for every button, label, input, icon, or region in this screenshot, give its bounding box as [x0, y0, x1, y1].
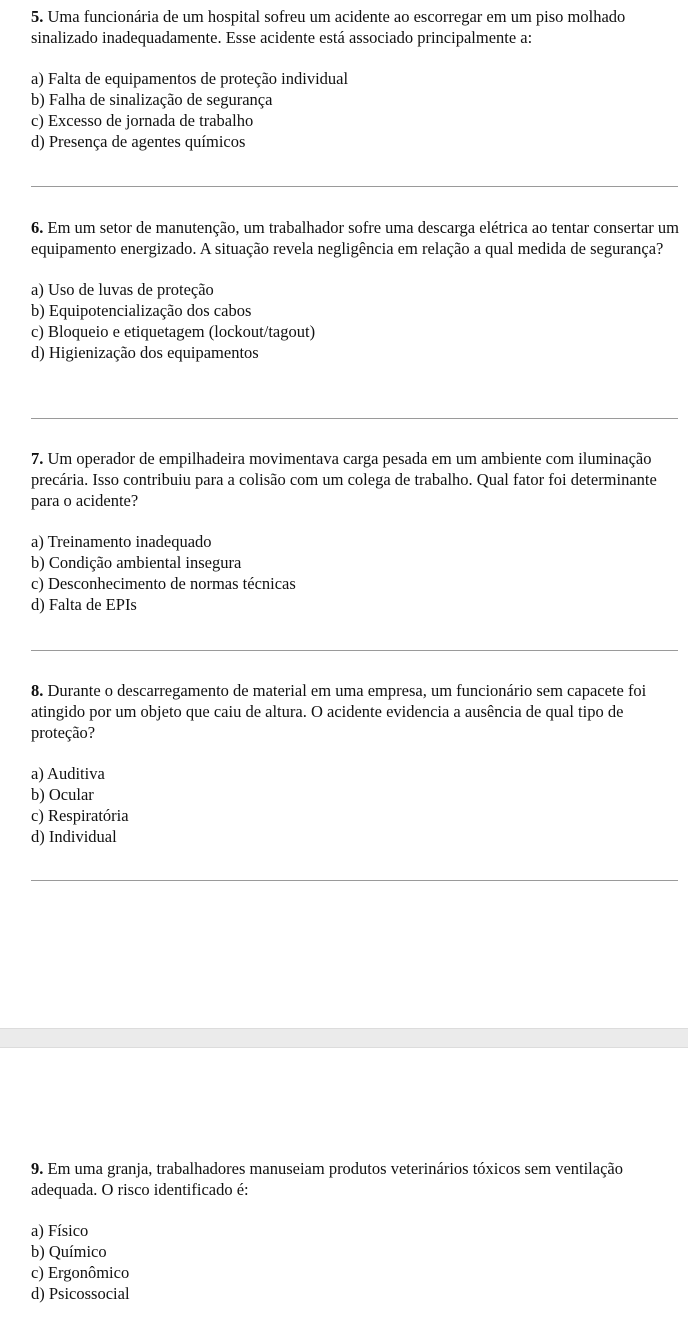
- document-page-2: [0, 1048, 688, 1333]
- question-number: 5.: [31, 7, 44, 26]
- option-b: b) Equipotencialização dos cabos: [31, 301, 252, 320]
- question-text: Durante o descarregamento de material em uma empresa, um funcionário sem capacete foi atingido por um objeto que caiu de altura. O acidente evidencia a ausência de qual tipo de proteção?: [31, 681, 647, 742]
- question-8: [31, 680, 683, 847]
- question-5: [31, 6, 683, 152]
- question-text: Em um setor de manutenção, um trabalhador sofre uma descarga elétrica ao tentar consertar um equipamento energizado. A situação revela negligência em relação a qual medida de segurança?: [31, 218, 679, 258]
- section-divider: [31, 186, 678, 187]
- question-text: Em uma granja, trabalhadores manuseiam produtos veterinários tóxicos sem ventilação adequada. O risco identificado é:: [31, 1159, 623, 1199]
- question-text: Uma funcionária de um hospital sofreu um acidente ao escorregar em um piso molhado sinalizado inadequadamente. Esse acidente está associado principalmente a:: [31, 7, 626, 47]
- answer-options: [31, 68, 683, 152]
- section-divider: [31, 418, 678, 419]
- option-c: c) Bloqueio e etiquetagem (lockout/tagout): [31, 322, 316, 341]
- page-break: [0, 1028, 688, 1048]
- option-b: b) Químico: [31, 1242, 107, 1261]
- question-number: 8.: [31, 681, 44, 700]
- option-c: c) Excesso de jornada de trabalho: [31, 111, 254, 130]
- answer-options: [31, 531, 683, 615]
- question-number: 6.: [31, 218, 44, 237]
- answer-options: [31, 279, 683, 363]
- option-a: a) Treinamento inadequado: [31, 532, 212, 551]
- option-d: d) Higienização dos equipamentos: [31, 343, 259, 362]
- option-d: d) Individual: [31, 827, 117, 846]
- option-a: a) Falta de equipamentos de proteção individual: [31, 69, 349, 88]
- answer-options: [31, 1220, 683, 1304]
- section-divider: [31, 650, 678, 651]
- answer-options: [31, 763, 683, 847]
- question-number: 9.: [31, 1159, 44, 1178]
- option-b: b) Condição ambiental insegura: [31, 553, 242, 572]
- option-d: d) Psicossocial: [31, 1284, 130, 1303]
- section-divider: [31, 880, 678, 881]
- option-c: c) Respiratória: [31, 806, 129, 825]
- question-stem: [31, 6, 671, 48]
- option-d: d) Presença de agentes químicos: [31, 132, 246, 151]
- question-9: [31, 1158, 683, 1304]
- option-a: a) Uso de luvas de proteção: [31, 280, 214, 299]
- question-6: [31, 217, 683, 363]
- option-d: d) Falta de EPIs: [31, 595, 137, 614]
- option-a: a) Físico: [31, 1221, 89, 1240]
- question-number: 7.: [31, 449, 44, 468]
- question-stem: [31, 1158, 683, 1200]
- question-stem: [31, 217, 683, 259]
- question-text: Um operador de empilhadeira movimentava carga pesada em um ambiente com iluminação precária. Isso contribuiu para a colisão com um colega de trabalho. Qual fator foi determinante para o acidente?: [31, 449, 657, 510]
- question-stem: [31, 680, 683, 743]
- option-c: c) Desconhecimento de normas técnicas: [31, 574, 296, 593]
- option-c: c) Ergonômico: [31, 1263, 130, 1282]
- question-7: [31, 448, 683, 615]
- option-a: a) Auditiva: [31, 764, 105, 783]
- option-b: b) Falha de sinalização de segurança: [31, 90, 273, 109]
- option-b: b) Ocular: [31, 785, 94, 804]
- question-stem: [31, 448, 683, 511]
